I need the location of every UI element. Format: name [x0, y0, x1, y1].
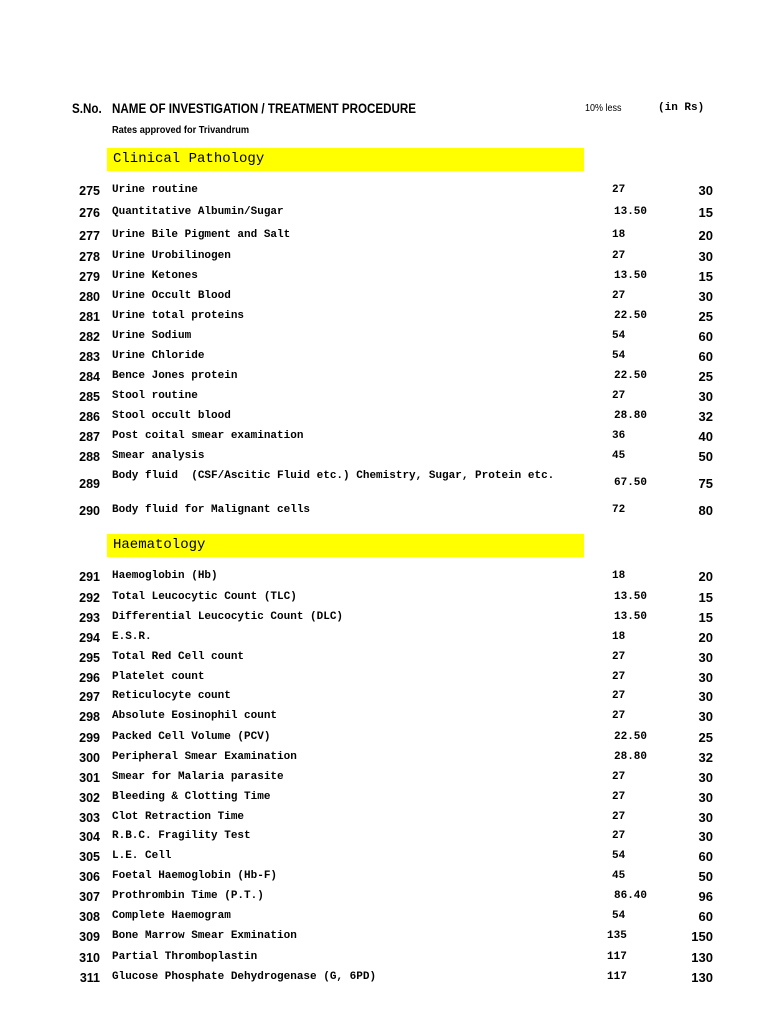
row-rate-less: 54: [612, 350, 626, 362]
column-header-unit: (in Rs): [658, 102, 705, 114]
row-investigation-name: Urine Chloride: [112, 350, 205, 362]
row-serial-number: 309: [79, 930, 100, 944]
row-serial-number: 299: [79, 731, 100, 745]
row-investigation-name: Complete Haemogram: [112, 910, 231, 922]
table-row: [0, 790, 768, 808]
row-rate-less: 27: [612, 390, 626, 402]
table-row: [0, 889, 768, 907]
row-investigation-name: Urine Bile Pigment and Salt: [112, 229, 291, 241]
row-serial-number: 281: [79, 310, 100, 324]
row-investigation-name: E.S.R.: [112, 631, 152, 643]
row-rate: 60: [698, 849, 713, 864]
row-investigation-name: Glucose Phosphate Dehydrogenase (G, 6PD): [112, 971, 377, 983]
row-rate: 40: [698, 429, 713, 444]
row-investigation-name: Total Red Cell count: [112, 651, 245, 663]
row-serial-number: 287: [79, 430, 100, 444]
row-rate: 130: [691, 950, 713, 965]
row-rate: 30: [698, 389, 713, 404]
row-serial-number: 301: [79, 771, 100, 785]
table-row: [0, 630, 768, 648]
row-rate: 15: [698, 269, 713, 284]
row-rate: 30: [698, 709, 713, 724]
row-rate-less: 22.50: [614, 370, 648, 382]
row-serial-number: 282: [79, 330, 100, 344]
row-investigation-name: Urine Sodium: [112, 330, 192, 342]
section-heading: Haematology: [107, 534, 584, 557]
row-investigation-name: Urine total proteins: [112, 310, 245, 322]
row-investigation-name: Smear for Malaria parasite: [112, 771, 284, 783]
row-serial-number: 302: [79, 791, 100, 805]
row-rate: 25: [698, 309, 713, 324]
table-row: [0, 249, 768, 267]
row-investigation-name: Foetal Haemoglobin (Hb-F): [112, 870, 278, 882]
table-row: [0, 183, 768, 201]
row-rate-less: 27: [612, 651, 626, 663]
table-row: [0, 610, 768, 628]
table-row: [0, 770, 768, 788]
table-row: [0, 503, 768, 521]
row-serial-number: 290: [79, 504, 100, 518]
row-rate-less: 22.50: [614, 731, 648, 743]
row-rate: 15: [698, 590, 713, 605]
row-rate-less: 18: [612, 229, 626, 241]
row-investigation-name: Body fluid for Malignant cells: [112, 504, 311, 516]
row-serial-number: 305: [79, 850, 100, 864]
row-serial-number: 284: [79, 370, 100, 384]
table-row: [0, 689, 768, 707]
row-investigation-name: Peripheral Smear Examination: [112, 751, 297, 763]
column-header-sno: S.No.: [72, 101, 102, 116]
row-rate: 130: [691, 970, 713, 985]
row-investigation-name: Haemoglobin (Hb): [112, 570, 218, 582]
row-serial-number: 292: [79, 591, 100, 605]
row-serial-number: 294: [79, 631, 100, 645]
row-serial-number: 298: [79, 710, 100, 724]
row-serial-number: 300: [79, 751, 100, 765]
row-serial-number: 295: [79, 651, 100, 665]
row-rate-less: 27: [612, 811, 626, 823]
row-investigation-name: Post coital smear examination: [112, 430, 304, 442]
row-serial-number: 286: [79, 410, 100, 424]
row-rate: 15: [698, 610, 713, 625]
row-investigation-name: Packed Cell Volume (PCV): [112, 731, 271, 743]
row-serial-number: 279: [79, 270, 100, 284]
column-header-rate-note: 10% less: [585, 103, 622, 114]
row-rate-less: 54: [612, 850, 626, 862]
row-investigation-name: Differential Leucocytic Count (DLC): [112, 611, 344, 623]
row-serial-number: 297: [79, 690, 100, 704]
row-rate-less: 13.50: [614, 611, 648, 623]
row-rate-less: 13.50: [614, 206, 648, 218]
row-investigation-name: Urine Occult Blood: [112, 290, 231, 302]
row-rate: 32: [698, 750, 713, 765]
row-rate-less: 72: [612, 504, 626, 516]
row-serial-number: 306: [79, 870, 100, 884]
row-rate-less: 36: [612, 430, 626, 442]
row-rate: 60: [698, 349, 713, 364]
table-row: [0, 329, 768, 347]
table-row: [0, 810, 768, 828]
table-row: [0, 929, 768, 947]
row-serial-number: 289: [79, 477, 100, 491]
row-rate-less: 27: [612, 250, 626, 262]
row-rate-less: 27: [612, 184, 626, 196]
row-rate-less: 54: [612, 330, 626, 342]
table-row: [0, 650, 768, 668]
table-row: [0, 750, 768, 768]
row-serial-number: 307: [79, 890, 100, 904]
row-serial-number: 310: [79, 951, 100, 965]
row-investigation-name: Bone Marrow Smear Exmination: [112, 930, 297, 942]
row-rate: 96: [698, 889, 713, 904]
row-rate: 20: [698, 630, 713, 645]
table-row: [0, 590, 768, 608]
row-rate: 50: [698, 449, 713, 464]
row-rate: 20: [698, 228, 713, 243]
row-rate-less: 18: [612, 570, 626, 582]
row-investigation-name: Reticulocyte count: [112, 690, 231, 702]
table-row: [0, 349, 768, 367]
row-rate-less: 18: [612, 631, 626, 643]
section-heading: Clinical Pathology: [107, 148, 584, 171]
row-investigation-name: Bleeding & Clotting Time: [112, 791, 271, 803]
row-rate-less: 45: [612, 870, 626, 882]
row-rate: 30: [698, 650, 713, 665]
row-investigation-name: Partial Thromboplastin: [112, 951, 258, 963]
row-serial-number: 280: [79, 290, 100, 304]
table-row: [0, 205, 768, 223]
row-rate-less: 22.50: [614, 310, 648, 322]
row-rate: 80: [698, 503, 713, 518]
row-rate-less: 28.80: [614, 751, 648, 763]
page-subtitle: Rates approved for Trivandrum: [112, 124, 250, 136]
row-rate: 50: [698, 869, 713, 884]
table-row: [0, 429, 768, 447]
row-investigation-name: Absolute Eosinophil count: [112, 710, 278, 722]
row-rate-less: 27: [612, 830, 626, 842]
table-row: [0, 228, 768, 246]
row-serial-number: 296: [79, 671, 100, 685]
row-rate: 30: [698, 810, 713, 825]
row-investigation-name: Platelet count: [112, 671, 205, 683]
row-rate-less: 28.80: [614, 410, 648, 422]
row-serial-number: 311: [79, 971, 100, 985]
table-row: [0, 269, 768, 287]
row-rate: 30: [698, 790, 713, 805]
table-row: [0, 469, 768, 491]
row-rate-less: 67.50: [614, 477, 648, 489]
row-investigation-name: Smear analysis: [112, 450, 205, 462]
table-row: [0, 289, 768, 307]
row-investigation-name: Bence Jones protein: [112, 370, 238, 382]
table-row: [0, 670, 768, 688]
row-rate: 30: [698, 249, 713, 264]
table-row: [0, 569, 768, 587]
row-rate: 30: [698, 183, 713, 198]
row-rate: 150: [691, 929, 713, 944]
row-rate: 30: [698, 770, 713, 785]
row-rate-less: 27: [612, 690, 626, 702]
table-row: [0, 709, 768, 727]
row-rate: 60: [698, 329, 713, 344]
table-row: [0, 950, 768, 968]
row-rate-less: 13.50: [614, 270, 648, 282]
row-investigation-name: Stool routine: [112, 390, 198, 402]
row-rate: 25: [698, 369, 713, 384]
table-row: [0, 869, 768, 887]
row-investigation-name: L.E. Cell: [112, 850, 172, 862]
table-row: [0, 730, 768, 748]
row-investigation-name: Urine Ketones: [112, 270, 198, 282]
row-investigation-name: Clot Retraction Time: [112, 811, 245, 823]
row-rate-less: 135: [607, 930, 627, 942]
row-investigation-name: Prothrombin Time (P.T.): [112, 890, 264, 902]
row-serial-number: 278: [79, 250, 100, 264]
row-rate: 30: [698, 670, 713, 685]
row-rate: 75: [698, 476, 713, 491]
row-serial-number: 277: [79, 229, 100, 243]
row-serial-number: 276: [79, 206, 100, 220]
row-rate-less: 27: [612, 791, 626, 803]
row-serial-number: 303: [79, 811, 100, 825]
table-row: [0, 449, 768, 467]
row-rate-less: 13.50: [614, 591, 648, 603]
row-rate: 30: [698, 289, 713, 304]
table-row: [0, 849, 768, 867]
table-row: [0, 389, 768, 407]
row-rate-less: 54: [612, 910, 626, 922]
row-rate-less: 27: [612, 710, 626, 722]
row-rate: 15: [698, 205, 713, 220]
row-investigation-name: Urine Urobilinogen: [112, 250, 231, 262]
row-rate: 25: [698, 730, 713, 745]
table-row: [0, 909, 768, 927]
column-header-name: NAME OF INVESTIGATION / TREATMENT PROCEDURE: [112, 101, 417, 116]
row-rate: 30: [698, 829, 713, 844]
row-rate: 32: [698, 409, 713, 424]
row-serial-number: 304: [79, 830, 100, 844]
row-investigation-name: R.B.C. Fragility Test: [112, 830, 251, 842]
row-investigation-name: Stool occult blood: [112, 410, 231, 422]
row-investigation-name: Total Leucocytic Count (TLC): [112, 591, 297, 603]
row-serial-number: 293: [79, 611, 100, 625]
row-investigation-name: Urine routine: [112, 184, 198, 196]
row-rate-less: 27: [612, 771, 626, 783]
row-serial-number: 288: [79, 450, 100, 464]
row-rate-less: 117: [607, 971, 627, 983]
row-serial-number: 283: [79, 350, 100, 364]
table-row: [0, 309, 768, 327]
table-row: [0, 970, 768, 988]
row-rate-less: 86.40: [614, 890, 648, 902]
table-row: [0, 369, 768, 387]
row-serial-number: 285: [79, 390, 100, 404]
row-rate: 20: [698, 569, 713, 584]
table-row: [0, 829, 768, 847]
row-rate-less: 27: [612, 290, 626, 302]
row-rate: 30: [698, 689, 713, 704]
row-investigation-name: Body fluid (CSF/Ascitic Fluid etc.) Chemistry, Sugar, Protein etc.: [112, 470, 555, 482]
row-investigation-name: Quantitative Albumin/Sugar: [112, 206, 284, 218]
row-serial-number: 275: [79, 184, 100, 198]
row-rate-less: 27: [612, 671, 626, 683]
row-rate-less: 45: [612, 450, 626, 462]
table-row: [0, 409, 768, 427]
row-serial-number: 308: [79, 910, 100, 924]
row-rate: 60: [698, 909, 713, 924]
row-serial-number: 291: [79, 570, 100, 584]
row-rate-less: 117: [607, 951, 627, 963]
